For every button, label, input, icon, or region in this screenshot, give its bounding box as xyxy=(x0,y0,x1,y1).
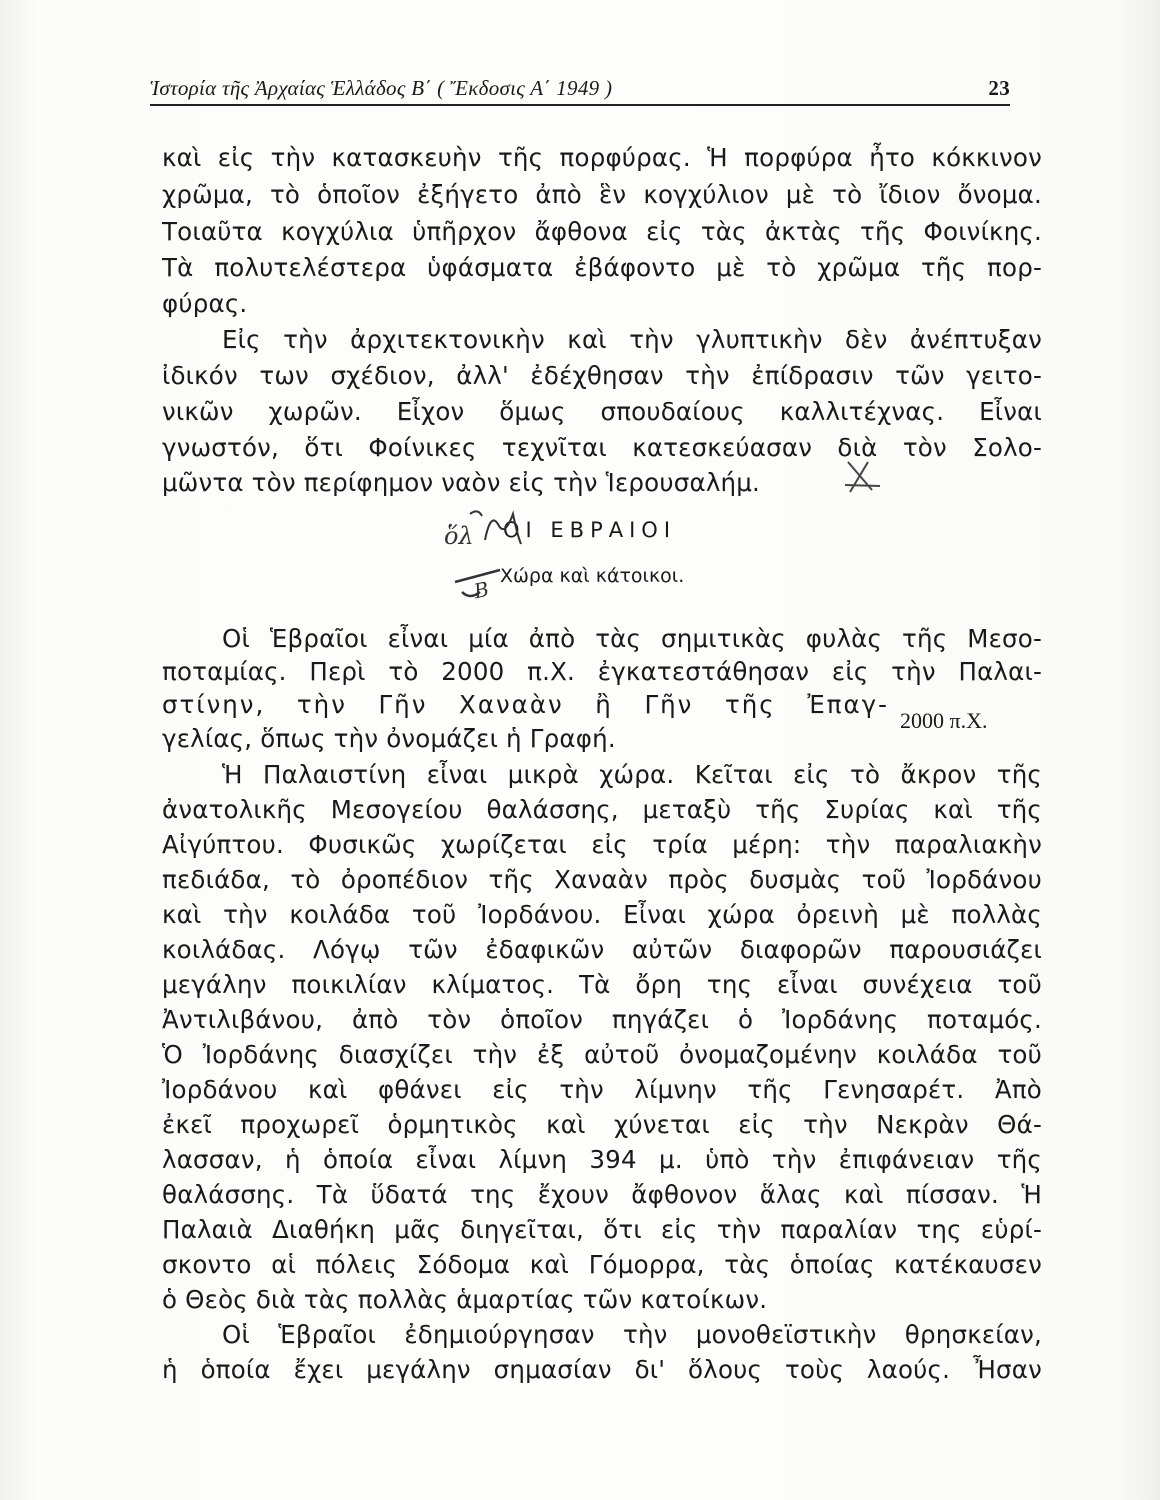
section-title: ΟΙ ΕΒΡΑΙΟΙ xyxy=(503,518,677,542)
text-line: σκοντο αἱ πόλεις Σόδομα καὶ Γόμορρα, τὰς ὁποίας κατέκαυσεν xyxy=(162,1250,1042,1279)
text-line: Ὁ Ἰορδάνης διασχίζει τὴν ἐξ αὐτοῦ ὀνομαζομένην κοιλάδα τοῦ xyxy=(162,1040,1042,1069)
handwritten-beta: Β xyxy=(471,576,492,604)
text-line: στίνην, τὴν Γῆν Χαναὰν ἢ Γῆν τῆς Ἐπαγ- xyxy=(162,690,889,719)
handwritten-mark: ὅλ xyxy=(444,522,474,550)
text-line: Τοιαῦτα κογχύλια ὑπῆρχον ἄφθονα εἰς τὰς ἀκτὰς τῆς Φοινίκης. xyxy=(162,217,1042,246)
header-title: Ἱστορία τῆς Ἀρχαίας Ἑλλάδος Β΄ ( Ἔκδοσις Α΄ 1949 ) xyxy=(150,76,613,100)
text-line: Ἀντιλιβάνου, ἀπὸ τὸν ὁποῖον πηγάζει ὁ Ἰορδάνης ποταμός. xyxy=(162,1005,1042,1034)
text-line: Τὰ πολυτελέστερα ὑφάσματα ἐβάφοντο μὲ τὸ χρῶμα τῆς πορ- xyxy=(162,253,1042,282)
page-number: 23 xyxy=(988,76,1010,100)
text-line: λασσαν, ἡ ὁποία εἶναι λίμνη 394 μ. ὑπὸ τὴν ἐπιφάνειαν τῆς xyxy=(162,1145,1042,1174)
text-line: Αἰγύπτου. Φυσικῶς χωρίζεται εἰς τρία μέρη: τὴν παραλιακὴν xyxy=(162,830,1042,859)
text-line: καὶ τὴν κοιλάδα τοῦ Ἰορδάνου. Εἶναι χώρα ὀρεινὴ μὲ πολλὰς xyxy=(162,900,1042,929)
text-line: Οἱ Ἑβραῖοι εἶναι μία ἀπὸ τὰς σημιτικὰς φυλὰς τῆς Μεσο- xyxy=(222,624,1042,653)
text-line: φύρας. xyxy=(162,289,248,318)
margin-note: 2000 π.Χ. xyxy=(900,708,988,733)
text-line: Ἡ Παλαιστίνη εἶναι μικρὰ χώρα. Κεῖται εἰς τὸ ἄκρον τῆς xyxy=(222,760,1042,789)
text-line: θαλάσσης. Τὰ ὕδατά της ἔχουν ἄφθονον ἅλας καὶ πίσσαν. Ἡ xyxy=(162,1180,1042,1209)
text-line: κοιλάδας. Λόγῳ τῶν ἐδαφικῶν αὐτῶν διαφορῶν παρουσιάζει xyxy=(162,935,1042,964)
text-line: νικῶν χωρῶν. Εἶχον ὅμως σπουδαίους καλλιτέχνας. Εἶναι xyxy=(162,397,1042,426)
text-line: Παλαιὰ Διαθήκη μᾶς διηγεῖται, ὅτι εἰς τὴν παραλίαν της εὑρί- xyxy=(162,1215,1042,1244)
text-line: μῶντα τὸν περίφημον ναὸν εἰς τὴν Ἱερουσαλήμ. xyxy=(162,468,761,497)
text-line: χρῶμα, τὸ ὁποῖον ἐξήγετο ἀπὸ ἓν κογχύλιον μὲ τὸ ἴδιον ὄνομα. xyxy=(162,180,1042,209)
text-line: Εἰς τὴν ἀρχιτεκτονικὴν καὶ τὴν γλυπτικὴν δὲν ἀνέπτυξαν xyxy=(222,325,1042,354)
text-line: καὶ εἰς τὴν κατασκευὴν τῆς πορφύρας. Ἡ πορφύρα ἦτο κόκκινον xyxy=(162,143,1042,172)
text-line: ἰδικόν των σχέδιον, ἀλλ' ἐδέχθησαν τὴν ἐπίδρασιν τῶν γειτο- xyxy=(162,361,1042,390)
text-line: Οἱ Ἑβραῖοι ἐδημιούργησαν τὴν μονοθεϊστικὴν θρησκείαν, xyxy=(222,1320,1042,1349)
pencil-scribble-mark xyxy=(470,511,521,544)
pencil-cross-mark xyxy=(845,462,880,492)
text-line: Ἰορδάνου καὶ φθάνει εἰς τὴν λίμνην τῆς Γενησαρέτ. Ἀπὸ xyxy=(162,1075,1042,1104)
text-line: ἡ ὁποία ἔχει μεγάλην σημασίαν δι' ὅλους τοὺς λαούς. Ἦσαν xyxy=(162,1355,1042,1384)
text-line: ἀνατολικῆς Μεσογείου θαλάσσης, μεταξὺ τῆς Συρίας καὶ τῆς xyxy=(162,795,1042,824)
text-line: ἐκεῖ προχωρεῖ ὁρμητικὸς καὶ χύνεται εἰς τὴν Νεκρὰν Θά- xyxy=(162,1110,1042,1139)
text-line: ποταμίας. Περὶ τὸ 2000 π.Χ. ἐγκατεστάθησαν εἰς τὴν Παλαι- xyxy=(162,657,1042,686)
text-line: γελίας, ὅπως τὴν ὀνομάζει ἡ Γραφή. xyxy=(162,724,616,753)
section-subtitle: Χώρα καὶ κάτοικοι. xyxy=(500,565,685,587)
text-line: πεδιάδα, τὸ ὀροπέδιον τῆς Χαναὰν πρὸς δυσμὰς τοῦ Ἰορδάνου xyxy=(162,865,1042,894)
text-line: μεγάλην ποικιλίαν κλίματος. Τὰ ὄρη της εἶναι συνέχεια τοῦ xyxy=(162,970,1042,999)
text-line: γνωστόν, ὅτι Φοίνικες τεχνῖται κατεσκεύασαν διὰ τὸν Σολο- xyxy=(162,433,1042,462)
text-line: ὁ Θεὸς διὰ τὰς πολλὰς ἁμαρτίας τῶν κατοίκων. xyxy=(162,1285,768,1314)
